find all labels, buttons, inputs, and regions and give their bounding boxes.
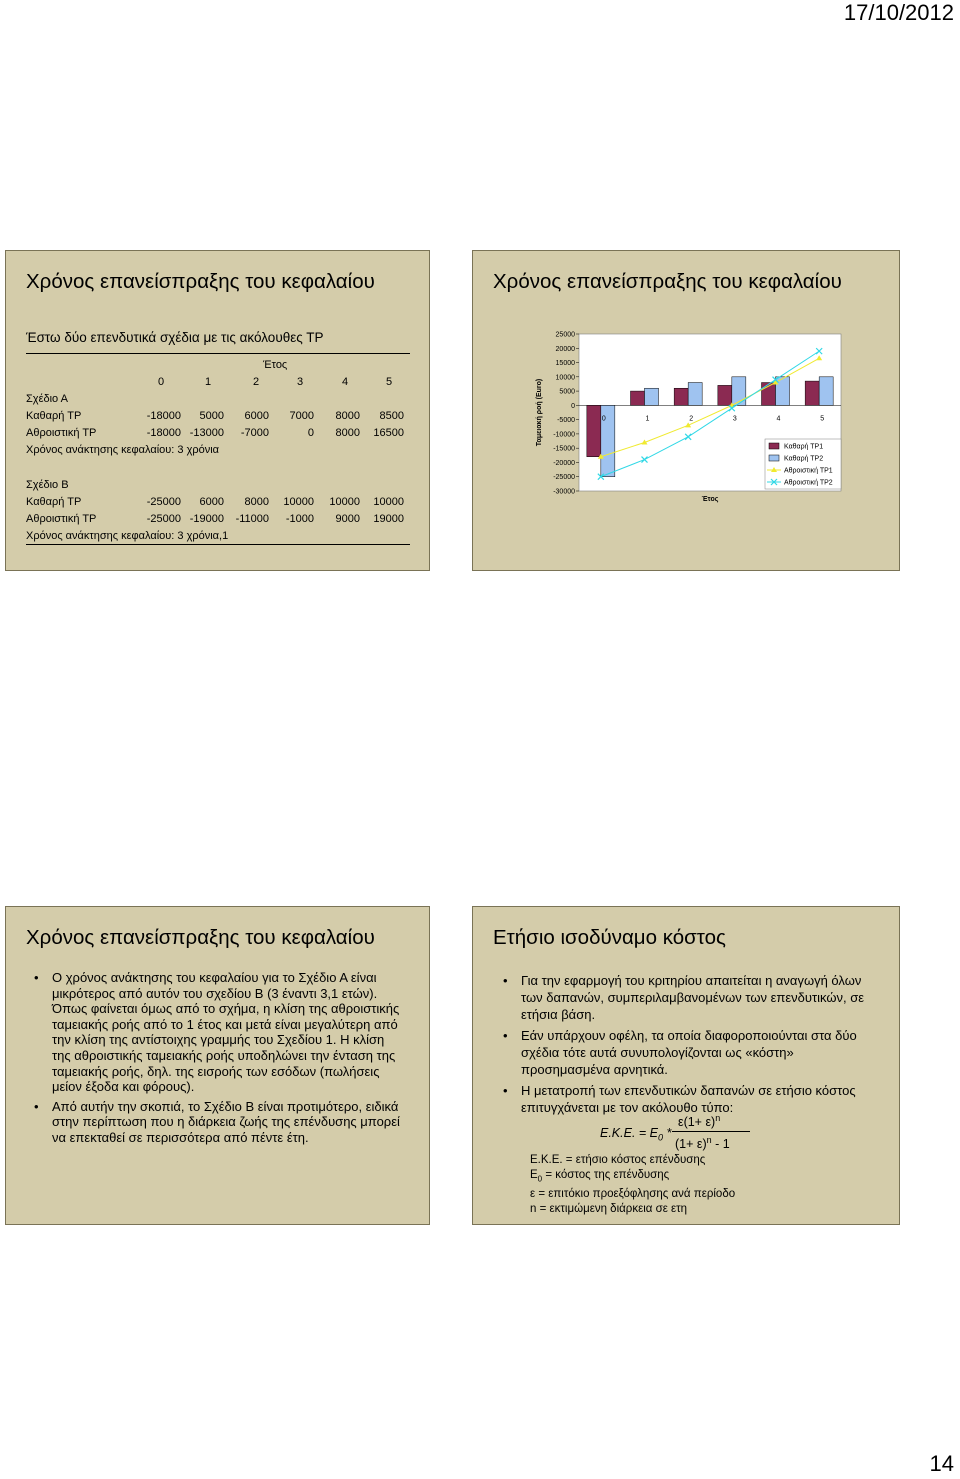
- row-label: Καθαρή ΤΡ: [26, 410, 82, 422]
- definition-symbol: Ε: [530, 1168, 538, 1181]
- definition-text: Ε.Κ.Ε. = ετήσιο κόστος επένδυσης: [530, 1154, 706, 1166]
- x-axis-label: Έτος: [701, 496, 719, 503]
- bullet-item: [503, 1082, 878, 1116]
- x-tick-label: 5: [820, 415, 825, 423]
- table-cell: -25000: [146, 496, 181, 508]
- legend-label: Αθροιστική ΤΡ2: [784, 479, 833, 487]
- table-cell: 8000: [335, 410, 360, 422]
- y-tick-label: -5000: [557, 417, 575, 425]
- year-cell: 5: [386, 376, 393, 388]
- x-tick-label: 0: [601, 415, 606, 423]
- y-tick-label: 0: [571, 402, 575, 410]
- year-cell: 3: [297, 376, 304, 388]
- table-cell: 6000: [199, 496, 224, 508]
- slide-title: Ετήσιο ισοδύναμο κόστος: [493, 926, 726, 949]
- bullet-item: [34, 970, 400, 1095]
- y-tick-label: -25000: [553, 474, 575, 482]
- bullet-item: [503, 1027, 878, 1078]
- intro-text: Έστω δύο επενδυτικά σχέδια με τις ακόλουθες ΤΡ: [26, 330, 324, 345]
- table-bottom-rule: [26, 544, 410, 545]
- legend-label: Καθαρή ΤΡ1: [784, 443, 824, 451]
- table-cell: -13000: [189, 427, 224, 439]
- legend-swatch: [769, 443, 779, 449]
- bullet-dot: •: [34, 1098, 39, 1114]
- plan-b-name: Σχέδιο Β: [26, 479, 69, 491]
- formula-times: *: [666, 1126, 672, 1140]
- bar-net-cf2: [645, 388, 659, 405]
- row-label: Αθροιστική ΤΡ: [26, 513, 97, 525]
- definition-text: ε = επιτόκιο προεξόφλησης ανά περίοδο: [530, 1187, 736, 1200]
- year-cell: 0: [158, 376, 165, 388]
- definition-sub: 0: [537, 1174, 543, 1184]
- row-label: Καθαρή ΤΡ: [26, 496, 82, 508]
- x-tick-label: 2: [689, 415, 694, 423]
- y-tick-label: -30000: [553, 488, 575, 496]
- bullet-list: [503, 972, 878, 1120]
- formula-numerator: ε(1+ ε): [678, 1115, 716, 1130]
- table-cell: 8000: [244, 496, 269, 508]
- year-cell: 4: [342, 376, 349, 388]
- x-tick-label: 3: [732, 415, 737, 423]
- x-tick-label: 4: [776, 415, 781, 423]
- payback-b: Χρόνος ανάκτησης κεφαλαίου: 3 χρόνια,1: [26, 530, 229, 542]
- y-tick-label: 10000: [555, 374, 575, 382]
- y-tick-label: -15000: [553, 445, 575, 453]
- slide-payback-table: [5, 250, 430, 571]
- bullet-text: Η μετατροπή των επενδυτικών δαπανών σε ετήσιο κόστος επιτυγχάνεται με τον ακόλουθο τύπο:: [521, 1083, 856, 1115]
- cashflow-chart: [473, 251, 899, 570]
- definition-line: [530, 1187, 735, 1202]
- plan-a-name: Σχέδιο Α: [26, 393, 68, 405]
- bar-net-cf2: [819, 377, 833, 406]
- table-cell: -18000: [146, 427, 181, 439]
- legend-label: Καθαρή ΤΡ2: [784, 455, 824, 463]
- bullet-list: [34, 970, 400, 1150]
- table-cell: -1000: [285, 513, 314, 525]
- y-tick-label: 5000: [559, 388, 575, 396]
- bullet-dot: •: [503, 1083, 508, 1098]
- slide-annual-cost: [472, 906, 900, 1225]
- table-cell: 0: [307, 427, 314, 439]
- bar-net-cf1: [674, 388, 688, 405]
- bar-net-cf1: [587, 405, 601, 456]
- year-header: Έτος: [263, 359, 288, 371]
- y-tick-label: 20000: [555, 345, 575, 353]
- page-number: 14: [929, 1451, 954, 1476]
- bullet-text: Από αυτήν την σκοπιά, το Σχέδιο Β είναι προτιμότερο, ειδικά στην περίπτωση που η διάρκεια ζωής της επένδυσης μπορεί να επεκταθεί σε περισσότερα από πέντε έτη.: [52, 1098, 400, 1145]
- x-tick-label: 1: [645, 415, 650, 423]
- bullet-item: [34, 1099, 400, 1146]
- definition-line: [530, 1202, 735, 1217]
- payback-a: Χρόνος ανάκτησης κεφαλαίου: 3 χρόνια: [26, 444, 220, 456]
- table-cell: 7000: [289, 410, 314, 422]
- fraction-bar: [672, 1131, 750, 1132]
- table-top-rule: [26, 353, 410, 354]
- formula-lhs: E.K.E. = E: [600, 1126, 659, 1140]
- table-cell: 19000: [373, 513, 404, 525]
- year-cell: 1: [205, 376, 212, 388]
- table-cell: -25000: [146, 513, 181, 525]
- table-cell: 8500: [379, 410, 404, 422]
- table-cell: 9000: [335, 513, 360, 525]
- y-axis-label: Ταμειακή ροή (Euro): [536, 378, 543, 447]
- definition-line: [530, 1153, 735, 1168]
- row-label: Αθροιστική ΤΡ: [26, 427, 97, 439]
- bullet-text: Ο χρόνος ανάκτησης του κεφαλαίου για το Σχέδιο Α είναι μικρότερος από αυτόν του σχεδίου Β (3 έναντι 3,1 ετών). Όπως φαίνεται όμως από το σχήμα, η κλίση της αθροιστικής ταμειακής ροής από το 1 έτος και μετά είναι μεγαλύτερη από την κλίση της αντίστοιχης γραμμής του Σχεδίου 1. Η κλίση της αθροιστικής ταμειακής ροής υποδηλώνει την ένταση της ταμειακής ροής, δηλ. της εισροής των εσόδων (πωλήσεις μείον έξοδα και φόρους).: [52, 970, 400, 1095]
- table-cell: 10000: [283, 496, 314, 508]
- bullet-text: Εάν υπάρχουν οφέλη, τα οποία διαφοροποιούνται στα δύο σχέδια τότε αυτά συνυπολογίζονται ως «κόστη» προσημασμένα αρνητικά.: [521, 1028, 857, 1077]
- y-tick-label: 15000: [555, 360, 575, 368]
- formula-den-sup: n: [706, 1135, 712, 1145]
- formula-num-sup: n: [715, 1113, 721, 1123]
- date-header: 17/10/2012: [843, 0, 954, 25]
- legend-label: Αθροιστική ΤΡ1: [784, 467, 833, 475]
- bullet-item: [503, 972, 878, 1023]
- table-cell: -11000: [235, 513, 269, 525]
- table-cell: 16500: [373, 427, 404, 439]
- table-cell: -18000: [146, 410, 181, 422]
- bullet-dot: •: [503, 1028, 508, 1043]
- year-cell: 2: [253, 376, 260, 388]
- formula-lhs-sub: 0: [658, 1132, 664, 1143]
- bullet-dot: •: [34, 970, 39, 985]
- slide-title: Χρόνος επανείσπραξης του κεφαλαίου: [26, 270, 375, 293]
- slide-cashflow-chart: [472, 250, 900, 571]
- table-cell: -7000: [240, 427, 269, 439]
- slide-title: Χρόνος επανείσπραξης του κεφαλαίου: [26, 926, 375, 949]
- legend-swatch: [769, 455, 779, 461]
- table-cell: 10000: [329, 496, 360, 508]
- bar-net-cf2: [732, 377, 746, 406]
- definition-text: n = εκτιμώμενη διάρκεια σε ετη: [530, 1202, 688, 1215]
- y-tick-label: -10000: [553, 431, 575, 439]
- bullet-dot: •: [503, 973, 508, 988]
- bar-net-cf1: [631, 391, 645, 405]
- formula-den-tail: - 1: [711, 1137, 730, 1152]
- bar-net-cf1: [718, 385, 732, 405]
- definition-line: [530, 1168, 735, 1187]
- table-cell: 6000: [244, 410, 269, 422]
- definition-text: = κόστος της επένδυσης: [542, 1168, 670, 1181]
- slide-title: Χρόνος επανείσπραξης του κεφαλαίου: [493, 270, 842, 293]
- bar-net-cf1: [805, 381, 819, 405]
- table-cell: -19000: [189, 513, 224, 525]
- slide-payback-discussion: [5, 906, 430, 1225]
- bullet-text: Για την εφαρμογή του κριτηρίου απαιτείται η αναγωγή όλων των δαπανών, συμπεριλαμβανομένων των επενδυτικών, σε ετήσια βάση.: [521, 973, 865, 1022]
- table-cell: 8000: [335, 427, 360, 439]
- table-cell: 10000: [373, 496, 404, 508]
- formula-denominator: (1+ ε): [675, 1137, 707, 1152]
- y-tick-label: -20000: [553, 459, 575, 467]
- y-tick-label: 25000: [555, 331, 575, 339]
- table-cell: 5000: [199, 410, 224, 422]
- definitions: [530, 1153, 735, 1216]
- bar-net-cf2: [688, 383, 702, 406]
